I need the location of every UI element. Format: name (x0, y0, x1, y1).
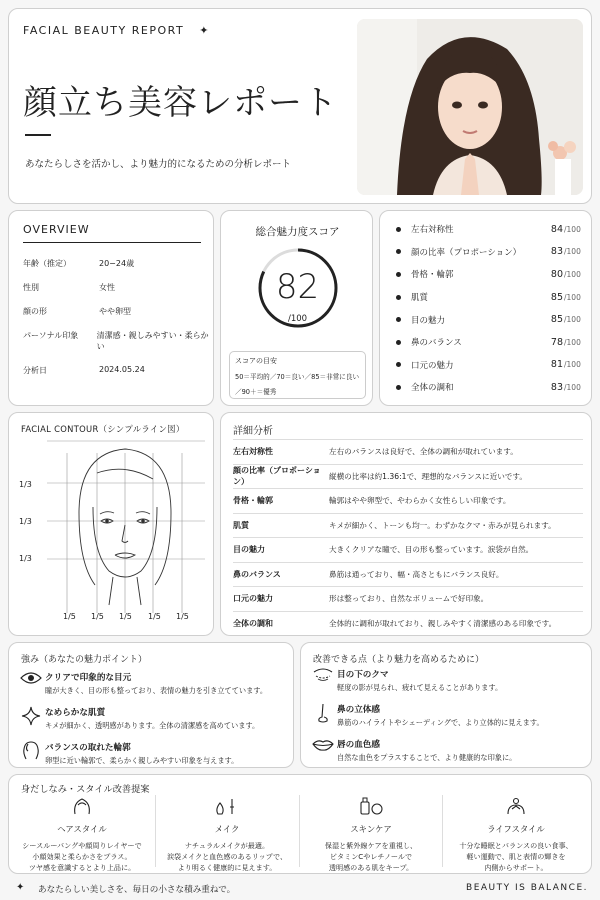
strength-item: なめらかな肌質 キメが細かく、透明感があります。全体の清潔感を高めています。 (17, 706, 293, 731)
sparkle-icon: ✦ (199, 24, 210, 37)
detail-row: 骨格・輪郭 輪郭はやや卵型で、やわらかく女性らしい印象です。 (233, 488, 583, 513)
score-list-card (379, 210, 592, 406)
details-list (233, 439, 583, 635)
eye-icon (17, 671, 45, 696)
improve-card (300, 642, 592, 768)
bullet-dot (396, 317, 401, 322)
score-guide-line: 50＝平均的／70＝良い／85＝非常に良い (235, 373, 360, 381)
overview-list (23, 247, 213, 376)
detail-row: 目の魅力 大きくクリアな瞳で、目の形も整っています。涙袋が自然。 (233, 537, 583, 562)
bullet-dot (396, 295, 401, 300)
details-title: 詳細分析 (233, 426, 273, 437)
total-score-max: /100 (287, 314, 308, 324)
score-row: 骨格・輪郭 80 /100 (396, 263, 586, 286)
bullet-dot (396, 385, 401, 390)
bullet-dot (396, 272, 401, 277)
overview-row: 性別 女性 (23, 283, 115, 292)
score-row: 左右対称性 84 /100 (396, 218, 586, 241)
ratio-label-vertical: 1/3 (19, 480, 32, 489)
strengths-list (17, 661, 293, 766)
portrait-photo (357, 19, 583, 195)
face-line-diagram (9, 413, 215, 637)
style-title: 身だしなみ・スタイル改善提案 (21, 784, 150, 795)
detail-row: 肌質 キメが細かく、トーンも均一。わずかなクマ・赤みが見られます。 (233, 513, 583, 538)
divider (155, 795, 156, 867)
style-item-hair: ヘアスタイル シースルーバングや顔周りレイヤーで 小顔効果と柔らかさをプラス。 ツヤ感を意識するとより上品に。 (15, 797, 149, 874)
contour-card (8, 412, 214, 636)
score-row: 顔の比率（プロポーション） 83 /100 (396, 241, 586, 264)
makeup-icon (160, 797, 294, 819)
score-row: 口元の魅力 81 /100 (396, 354, 586, 377)
score-guide-line: ／90＋＝優秀 (235, 388, 277, 396)
title-divider (25, 134, 51, 136)
style-card (8, 774, 592, 874)
score-row: 目の魅力 85 /100 (396, 308, 586, 331)
overview-row: 顔の形 やや卵型 (23, 307, 131, 316)
detail-row: 口元の魅力 形は整っており、自然なボリュームで好印象。 (233, 586, 583, 611)
improve-item: 鼻の立体感 鼻筋のハイライトやシェーディングで、より立体的に見えます。 (309, 703, 589, 728)
overview-title: OVERVIEW (23, 223, 90, 236)
lips-icon (309, 738, 337, 763)
ratio-label-horizontal: 1/5 (176, 612, 189, 621)
bullet-dot (396, 340, 401, 345)
skincare-icon (304, 797, 438, 819)
report-label: FACIAL BEAUTY REPORT ✦ (23, 24, 210, 37)
style-item-makeup: メイク ナチュラルメイクが最適。 涙袋メイクと血色感のあるリップで、 より明るく健康的に見えます。 (160, 797, 294, 874)
overview-divider (23, 242, 201, 243)
detail-row: 顔の比率（プロポーション） 縦横の比率は約1.36:1で、理想的なバランスに近いです。 (233, 464, 583, 489)
total-score-card (220, 210, 373, 406)
overview-row: パーソナル印象 清潔感・親しみやすい・柔らかい (23, 331, 209, 351)
ratio-label-horizontal: 1/5 (63, 612, 76, 621)
total-score-value: 82 (275, 267, 320, 307)
sparkle-icon (17, 706, 45, 731)
improve-list (309, 658, 589, 763)
strengths-card (8, 642, 294, 768)
ratio-label-vertical: 1/3 (19, 554, 32, 563)
ratio-label-horizontal: 1/5 (119, 612, 132, 621)
score-row: 全体の調和 83 /100 (396, 376, 586, 399)
divider (299, 795, 300, 867)
footer-message: あなたらしい美しさを、毎日の小さな積み重ねで。 (38, 885, 236, 895)
under-eye-icon (309, 668, 337, 693)
page-title: 顔立ち美容レポート (23, 83, 338, 123)
bullet-dot (396, 249, 401, 254)
score-list (396, 218, 586, 399)
lifestyle-icon (449, 797, 583, 819)
hair-icon (15, 797, 149, 819)
overview-row: 分析日 2024.05.24 (23, 365, 145, 375)
improve-title: 改善できる点（より魅力を高めるために） (313, 655, 485, 665)
footer (0, 878, 600, 900)
detail-row: 全体の調和 全体的に調和が取れており、親しみやすく清潔感のある印象です。 (233, 611, 583, 636)
detail-row: 鼻のバランス 鼻筋は通っており、幅・高さともにバランス良好。 (233, 562, 583, 587)
score-guide-title: スコアの目安 (235, 357, 277, 365)
nose-icon (309, 703, 337, 728)
ratio-label-horizontal: 1/5 (91, 612, 104, 621)
contour-title: FACIAL CONTOUR（シンプルライン図） (21, 424, 185, 434)
overview-card (8, 210, 214, 406)
score-guide-box (229, 351, 366, 399)
improve-item: 唇の血色感 自然な血色をプラスすることで、より健康的な印象に。 (309, 738, 589, 763)
ratio-label-horizontal: 1/5 (148, 612, 161, 621)
ratio-label-vertical: 1/3 (19, 517, 32, 526)
header-card (8, 8, 592, 204)
bullet-dot (396, 362, 401, 367)
strength-item: クリアで印象的な目元 瞳が大きく、目の形も整っており、表情の魅力を引き立てています。 (17, 671, 293, 696)
total-score-title: 総合魅力度スコア (255, 226, 340, 238)
detail-row: 左右対称性 左右のバランスは良好で、全体の調和が取れています。 (233, 439, 583, 464)
score-row: 鼻のバランス 78 /100 (396, 331, 586, 354)
improve-item: 目の下のクマ 軽度の影が見られ、疲れて見えることがあります。 (309, 668, 589, 693)
sparkle-icon: ✦ (16, 882, 25, 893)
details-card (220, 412, 592, 636)
style-item-skincare: スキンケア 保湿と紫外線ケアを重視し、 ビタミンCやレチノールで 透明感のある肌をキープ。 (304, 797, 438, 874)
strength-item: バランスの取れた輪郭 卵型に近い輪郭で、柔らかく親しみやすい印象を与えます。 (17, 741, 293, 766)
divider (442, 795, 443, 867)
overview-row: 年齢（推定） 20−24歳 (23, 259, 135, 268)
strengths-title: 強み（あなたの魅力ポイント） (21, 655, 148, 665)
page-subtitle: あなたらしさを活かし、より魅力的になるための分析レポート (25, 159, 292, 170)
face-outline-icon (17, 741, 45, 766)
footer-tagline: BEAUTY IS BALANCE. (466, 883, 588, 893)
score-row: 肌質 85 /100 (396, 286, 586, 309)
style-item-lifestyle: ライフスタイル 十分な睡眠とバランスの良い食事、 軽い運動で、肌と表情の輝きを 内側からサポート。 (449, 797, 583, 874)
bullet-dot (396, 227, 401, 232)
